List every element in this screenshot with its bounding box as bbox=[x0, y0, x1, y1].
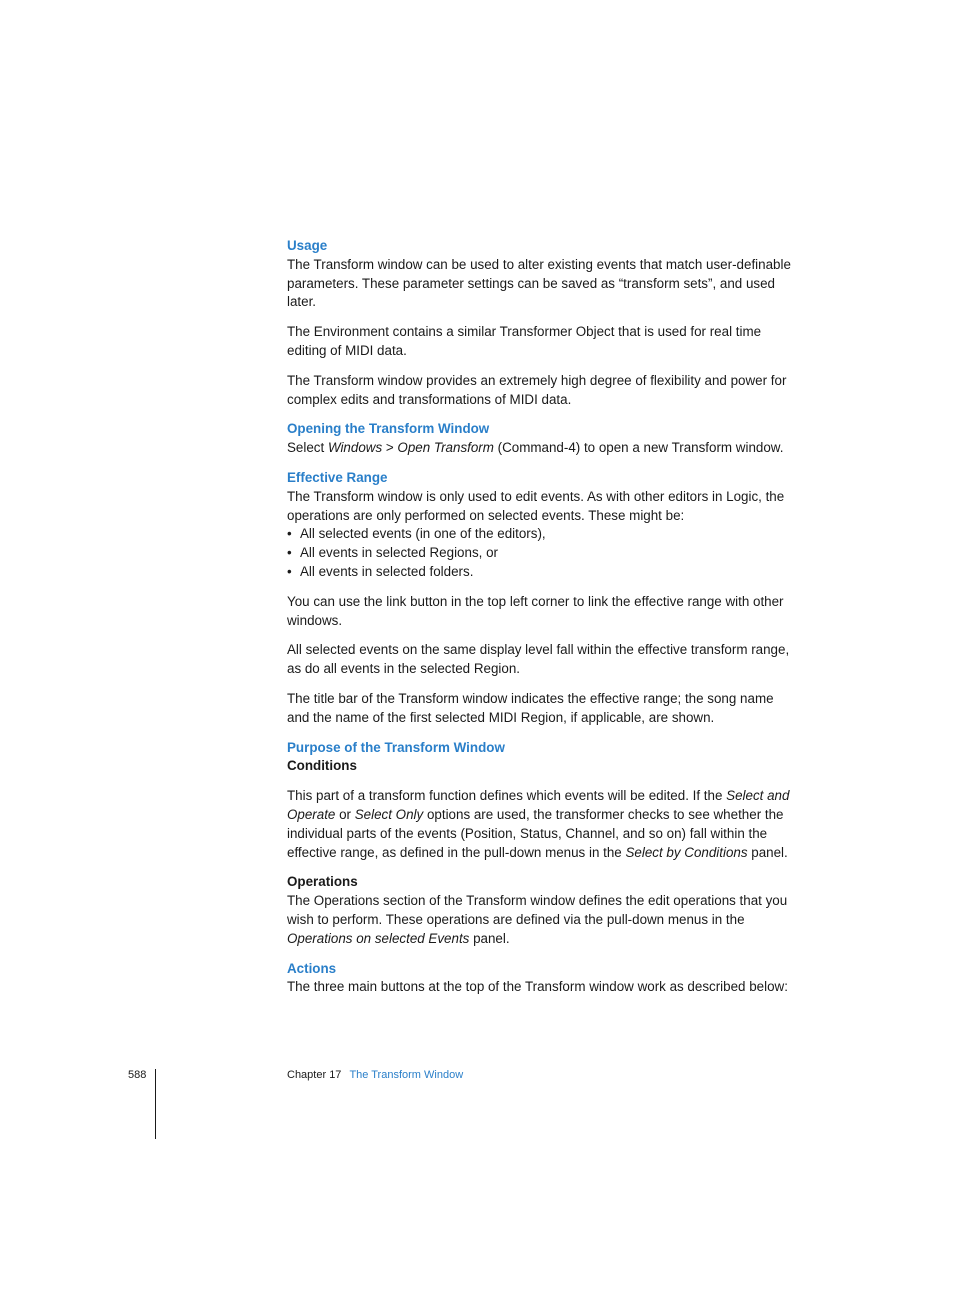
paragraph: The Environment contains a similar Transformer Object that is used for real time editing of MIDI data. bbox=[287, 324, 762, 358]
paragraph: The Transform window can be used to alter existing events that match user-definable parameters. These parameter settings can be saved as “transform sets”, and used later. bbox=[287, 256, 791, 310]
chapter-title-link[interactable]: The Transform Window bbox=[349, 1069, 464, 1081]
text-run: options are used, the transformer checks to see whether the individual parts of the events (Position, Status, Channel, and so on) fall within the effective range, as defined in the pull-down menus in the bbox=[287, 806, 784, 860]
section-heading-actions: Actions bbox=[287, 960, 337, 976]
paragraph: The Transform window is only used to edit events. As with other editors in Logic, the operations are only performed on selected events. These might be: bbox=[287, 488, 785, 523]
section-heading-effective-range: Effective Range bbox=[287, 469, 388, 485]
page-number: 588 bbox=[128, 1069, 147, 1081]
paragraph bbox=[287, 439, 797, 458]
footer-divider bbox=[155, 1069, 156, 1139]
text-run: This part of a transform function defines which events will be edited. If the bbox=[287, 788, 727, 804]
text-run: or bbox=[335, 806, 355, 822]
paragraph bbox=[287, 787, 797, 862]
list-item: • All selected events (in one of the editors), bbox=[287, 525, 797, 544]
menu-item-name: Open Transform bbox=[397, 440, 494, 456]
paragraph: You can use the link button in the top left corner to link the effective range with other windows. bbox=[287, 593, 784, 628]
paragraph: The title bar of the Transform window indicates the effective range; the song name and the name of the first selected MIDI Region, if applicable, are shown. bbox=[287, 690, 774, 725]
paragraph bbox=[287, 892, 797, 948]
page-content bbox=[287, 237, 797, 1008]
list-item: • All events in selected Regions, or bbox=[287, 544, 797, 563]
list-item: • All events in selected folders. bbox=[287, 563, 797, 582]
text-run: (Command-4) to open a new Transform window. bbox=[493, 440, 784, 456]
option-name: Select and Operate bbox=[287, 788, 790, 822]
panel-name: Operations on selected Events bbox=[287, 930, 470, 946]
panel-name: Select by Conditions bbox=[625, 844, 748, 860]
text-run: > bbox=[382, 440, 398, 456]
section-heading-opening: Opening the Transform Window bbox=[287, 421, 490, 437]
text-run: panel. bbox=[747, 844, 788, 860]
section-heading-usage: Usage bbox=[287, 238, 328, 253]
text-run: The Operations section of the Transform window defines the edit operations that you wish to perform. These operations are defined via the pull-down menus in the bbox=[287, 893, 788, 927]
text-run: panel. bbox=[469, 930, 510, 946]
menu-name: Windows bbox=[327, 440, 383, 456]
option-name: Select Only bbox=[354, 806, 424, 822]
paragraph: The three main buttons at the top of the Transform window work as described below: bbox=[287, 979, 788, 995]
subheading-conditions: Conditions bbox=[287, 758, 357, 774]
paragraph: All selected events on the same display level fall within the effective transform range, as do all events in the selected Region. bbox=[287, 642, 790, 677]
chapter-label: Chapter 17 bbox=[287, 1069, 342, 1081]
text-run: Select bbox=[287, 440, 328, 456]
subheading-operations: Operations bbox=[287, 874, 358, 890]
bullet-list bbox=[287, 525, 797, 581]
footer-chapter bbox=[287, 1069, 463, 1081]
paragraph: The Transform window provides an extremely high degree of flexibility and power for complex edits and transformations of MIDI data. bbox=[287, 372, 787, 407]
section-heading-purpose: Purpose of the Transform Window bbox=[287, 739, 505, 755]
